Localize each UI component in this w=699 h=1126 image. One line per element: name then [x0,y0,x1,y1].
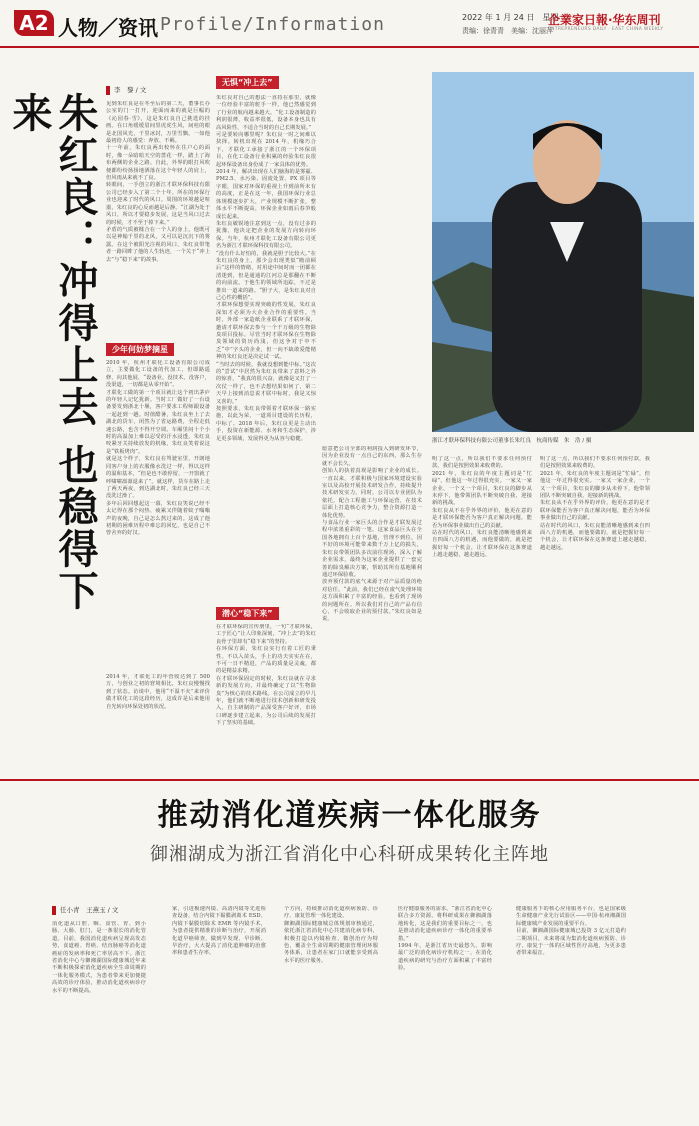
column-text: 2014 年，才联化工的年营收达到了 500 万，与创业之初的窘境相比，朱红良慢慢找到了状态。访谈中，他用“不温不火”来评价做才联化工的这段经历，这成许是后来他用自光转向环保处初的状况。 [106,674,210,710]
section-title: 人物／资讯 [58,16,158,40]
photo-caption: 浙江才联环保科技有限公司董事长朱红良 杭商传媒 朱 浩 / 摄 [432,438,592,444]
column-text: 2010 年，杭州才联化工设备有限公司成立，主要做化工设备的代加工，但即路遥修，向其他展，“设备业，没技术，没客户，没渠道，一切都是从零开始”。 才联化工做的第一个项目就让这个初出茅庐的年轻人记忆犹新。当时工厂做好了一台设备要发到浙北十堰，客户要求工程师跟设备一起赶到一趟。时值酷暑，朱红良坐上了去湖北的货车，闭然为了省运路费，全程走低速公路，也含不得开空调。车厢里闷十个小时的高温加上难以忍受的汗水浸透，朱红良咬紧牙关持续放发的机缘，朱红良笑着说这是“铁板烤肉”。 就是这个样子，朱红良在驾驶室里，开朗地同客户身上的衣服像水洗过一样，得以这样的温和基本，“但是也不敢停留，一开窗就了呼啸啸凛凛退来了”。就这样，货车在路上走了两天两夜，到达湖北时，朱红良已经三天没洗过澡了。 多年后回回想起这一幕，朱红良笑说已经不太记得在那个闷热、疲累又伴随着蚊子嗡嗡声的夜晚，自己是怎么熬过来的。这成了他初期的困难历程中难忘的回忆，也是自己不曾舍弃的好汉。 [106,360,210,537]
section-divider [0,779,699,781]
article-headline: 朱红良：冲得上去 也稳得下来 [6,92,99,612]
editor-credits: 责编：徐青青 美编：沈丽萍 [462,27,553,35]
article2-column-2 [172,906,266,1116]
column-text: 医疗健康服务的需求。“浙江省消化中心联合多方资源，将科研成果在御湘湖落地转化，这是我们的重要目标之一，也是推动消化道疾病诊疗一体化的重要举措。” 1994 年，是浙江省历史最悠久、影响最广泛的消化病诊疗机构之一，在消化道疾病的研究与治疗方面积累了丰富经验。 [398,906,492,972]
article2-column-3 [284,906,378,1116]
column-text: 愿意把公司全部的利润投入到研发环节，因为企业没有一点自己的东西，那么生存就不会长久。 创始人的执着真观是影响了企业的成长。一直以来，才联积极与国家环境建设实验室以及高校开展技术研发合作，持续提升技术研发实力。同时，公司以专业团队为依托，配合工程施工与环保运营，在技术层面上打造核心竞争力，整合资源打造一体化优势。 与食品行业一家巨头的合作是才联发展过程中浓墨重彩的一笔。这家食品巨头在全国各地拥有上百个基地，管理不到位，因不好的环境可能带来数千万上亿的损失，朱红良带领团队多次前往现场，深入了解企业需求，最终为这家企业提供了一套完善的除臭解决方案，帮助其所有基地顺利通过环保验收。 放弃预付款的底气来源于对产品质量的绝对信任。“此前，我们已经在废气处理环境这方面积累了丰富的经验，也看到了现场的问题所在。所以我们对自己的产品有信心，不会收取企业的预付款。”朱红良如是说。 [322,446,422,623]
column-text: 消化道从口腔、咽、食管、胃、到小肠、大肠、肛门，是一条很长的消化管道。目前，我国消化道疾病呈现高发态势，食道癌、胃癌、结直肠癌等消化道癌症的发病率和死亡率居高不下。浙江省消化中心与御湘湖国际健康城近年来不断积极探索消化道疾病全生命周期的一体化服务模式，为患者带来更加便捷高效的诊疗体验，推动消化道疾病诊疗水平的不断提高。 [52,921,146,994]
column-text: 在才联环保的宣传册里，一句“才联环保，工于匠心”让人印象深刻，“冲上去”的朱红良骨子里却有“稳下来”的坚持。 在环保方面，朱红良实行有着工匠的秉性。不以入苗头，手上的功夫实实在在，不可一日不精进，产品的质量是灵魂，都的是精益求精。 在才联环保固定的时候，朱红良就在寻求新的发展方向，并最终确定了以“生物除臭”为核心的技术路线。在公司成立的早几年，他们就不断地进行技术创新和研发投入，自主研制的产品深受客户好评，市场口碑逐步建立起来，为公司后续的发展打下了坚实的基础。 [216,624,316,727]
subhead-1: 少年何妨梦摘星 [106,343,174,356]
article2-headline: 推动消化道疾病一体化服务 [157,798,542,833]
article2-column-5 [516,906,626,1116]
newspaper-name: 企業家日報·华东周刊 [548,13,661,27]
article-column-5 [540,456,650,766]
article2-subtitle: 御湘湖成为浙江省消化中心科研成果转化主阵地 [150,844,549,865]
column-text: 朱红良对自己的想法一直持在那里，就像一位经验丰富的舵手一样，他已然感觉到了行业的航向越来越大。“化工设备制造的利润很薄，收益率很低，设备本身也具有高风险性，不适合当时的自己长期发展。” 可是要转向哪里呢？朱红良一时之间难以抉择。转机出现在 2014 年，机缘巧合下，才联化工承接了浙江的一个环保项目，在化工设备行业积累的经验朱红良很起环保设备出身份成了一家具体的优势。 2014 年，解决出现在人们脑海的是雾霾、PM2.5、水污染、固废处置、PX 项目等字眼，国家对环保的重视上升到前所未有的高度，正是在这一年，我国环保行业总体规模逐步扩大，产业规模不断扩张，整体水平不断提高，环保企业如雨后春笋般成长起来。 朱红良敏锐地注意到这一点，没有过多的犹豫，他决定把企业的发展方向转向环保。当年，杭州才联化工设备有限公司更名为浙江才联环保科技有限公司。 “没有什么好怕的，我就是胆子比较大。”在朱红良的身上，那少会出现类似“瞻前顾后”这样的情绪，对用途中间时而一团都在清迷到，但是通通的江河总是那翻在不断的向前流。于他生的领域所追踪，不过是推出一道来的路。“胆子大，是朱红良对自己心性的概括”。 才联环保想要实现突破的性发展，朱红良深知才必须为大企业合作的重要性。当时，外部一家造纸企业联系了才联环保，邀请才联环保去参与一个干万级的生物除臭项目投标。尽管当时才联环保在生物除臭领域的资历尚浅，但这争对于中不乏“中”字头的企业，但一向不缺敢爱能精神的朱红良还是决定试一试。 “当时去的时候，我就没想到能中标。”这次的“尝试”中居然为朱红良带来了意料之外的惊喜，“我真的很兴奋，就像是又打了一次仗一样了，也不去想结果如何了，第二天早上接到消息说才联中标时，我是又惊又喜的。” 按照要求，朱红良带领着才联环保一路实施，以此为荣，一道项目建设的长历程，中标了。2018 年后，朱红良更是主动出手，投资在新能源、水务和生态保护，涉足更多领域，发展得更为从容与稳健。 [216,95,316,442]
article-column-3 [322,446,422,766]
article-column-2 [216,70,316,804]
portrait-photo [432,72,694,432]
article-column-1 [106,86,210,774]
column-text: 健康服务下的核心应用服务平台，也是国家级生命健康产业先行试验区——中国·杭州湘湖国际健康城产业发展的重要平台。 目前，御湘湖国际健康城已投资 3 亿元打造约二期项目，未来将成为集消化道疾病预防、诊疗、康复于一体的区域性医疗高地，为更多患者带来福音。 [516,906,626,957]
issue-date: 2022 年 1 月 24 日 星期一 [462,13,567,22]
column-text: 见到朱红良是在冬至后的第二天，董事长办公室的门一打开，迎面而来的就是巨幅的《沁园春·雪》，这是朱红良自己挑选的挂画。在口角缓缓眉间里虎虎生风，间哇的眼是北国风光，千里冰封，万里雪飘。一如他最初给人的感觉：奔放、不羁。 十一年前，朱红良两出校怀在住户心的面时，像一朵暗暗天空的蔷花一样，踏上了海布两侧的企业之路。自此，外界的眼打风吹便都纷纷扬扬地洒落在这个年轻人的肩上，但风雨从来就不了良。 转眼间，一手创立的浙江才联环保科技有限公司已经步入了第二个十年。所在的环保行业也迎来了时代的风口。周围的环境越是喧嚣，朱红良的心反而越是后静。“江湖为处于风口，所以才要稳步发展，这是当风口过去的时候，才不至于掉下来。” 矛盾的气质被糅合在一个人的身上，他既可以是神翰千里的北风，又可以是沉沉下的雾露。在这个被阳光注视的风口，朱红良带笔者一路回眸了他的人生轨迹，一个关于“冲上去”与“稳下来”的故事。 [106,101,210,263]
article2-author: 任小青 王燕玉 / 文 [52,906,146,915]
article2-column-4 [398,906,492,1116]
article-column-4 [432,456,532,766]
subhead-2: 无惧“冲上去” [216,76,279,89]
page-number-tag: A2 [14,10,54,36]
column-text: 家，引进极速内镜、高清内镜等先进检查设备，结合内镜下黏膜剥离术 ESD、内镜下黏膜切除术 EMR 等内镜手术，为患者提供精准的诊断与治疗，开展消化道早癌筛查，做到早发现、早诊断、早治疗，大大提高了消化道肿瘤的治愈率和患者生存率。 [172,906,266,957]
newspaper-name-en: ENTREPRENEURS DAILY · EAST CHINA WEEKLY [548,27,664,32]
section-title-en: Profile/Information [160,14,385,35]
article-author: 李 黎 / 文 [106,86,210,95]
column-text: 个方向，持续推动消化道疾病预防、诊疗、康复管理一体化建设。 御湘湖国际健康城总体规划审核通过，依托浙江省消化中心共建消化病专科，积极打造以内镜检查、微创治疗为特色，覆盖全生命周期的健康管理闭环服务体系，让患者在家门口就能享受到高水平的医疗服务。 [284,906,378,964]
column-text: 明了这一点，所以我们不要求任何预付款，我们是按照效果来收费的。 2021 年，朱红良的年度主题词是“忙碌”，但他这一年过得很充实。一家又一家企业，一个又一个项目，朱红良的脚步从未停下，他带领团队不断突破自我，迎接新的挑战。 朱红良从不在乎外界的评价，他更在意的是才联环保能否为客户真正解决问题，能否为环保事业做出自己的贡献。 站在时代的风口，朱红良能清晰地感到来自四面八方的机遇，而他要做的，就是把握好每一个机会，让才联环保在这条赛道上越走越稳，越走越远。 [540,456,650,551]
article2-column-1 [52,906,146,1121]
column-text: 明了这一点，所以我们不要求任何预付款，我们是按照效果来收费的。 2021 年，朱红良的年度主题词是“忙碌”，但他这一年过得很充实。一家又一家企业，一个又一个项目，朱红良的脚步从未停下，他带领团队不断突破自我，迎接新的挑战。 朱红良从不在乎外界的评价，他更在意的是才联环保能否为客户真正解决问题，能否为环保事业做出自己的贡献。 站在时代的风口，朱红良能清晰地感到来自四面八方的机遇，而他要做的，就是把握好每一个机会，让才联环保在这条赛道上越走越稳，越走越远。 [432,456,532,559]
subhead-3: 潜心“稳下来” [216,607,279,620]
